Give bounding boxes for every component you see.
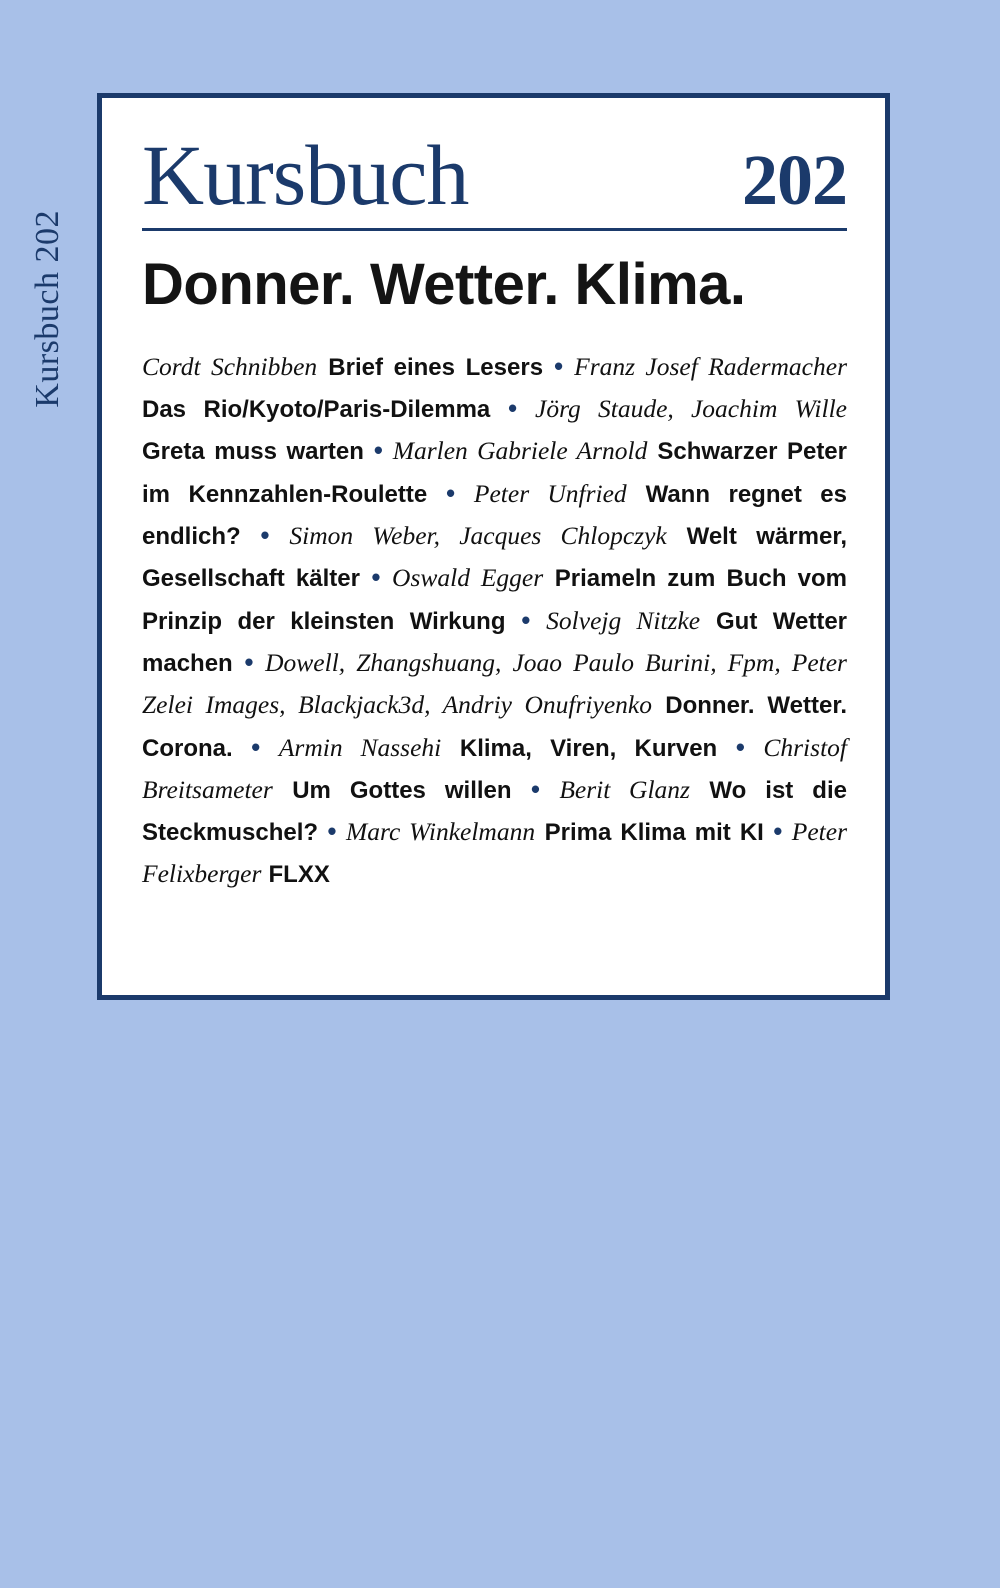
masthead-divider bbox=[142, 228, 847, 231]
contributor-author: Oswald Egger bbox=[392, 563, 544, 593]
contributor-separator: • bbox=[543, 352, 575, 381]
contributor-work: FLXX bbox=[268, 861, 330, 889]
contributor-author: Marlen Gabriele Arnold bbox=[392, 436, 648, 466]
contributor-separator: • bbox=[490, 395, 536, 424]
contributor-separator: • bbox=[511, 775, 560, 804]
contributor-work: Wann regnet es endlich? bbox=[142, 480, 847, 551]
cover-title: Donner. Wetter. Klima. bbox=[142, 252, 746, 317]
contributor-work: Donner. Wetter. Corona. bbox=[142, 692, 848, 762]
contributor-author: Jörg Staude, Joachim Wille bbox=[535, 394, 847, 424]
contributor-separator: • bbox=[363, 437, 393, 466]
contributor-work: Wo ist die Steckmuschel? bbox=[142, 776, 847, 847]
contributor-work: Welt wärmer, Gesellschaft kälter bbox=[142, 523, 848, 593]
magazine-title: Kursbuch bbox=[142, 127, 469, 223]
contributor-separator: • bbox=[240, 522, 290, 551]
issue-number: 202 bbox=[742, 140, 847, 220]
contributor-separator: • bbox=[232, 648, 266, 677]
contributor-author: Armin Nassehi bbox=[278, 732, 442, 762]
contributor-author: Berit Glanz bbox=[559, 774, 690, 804]
contributor-separator: • bbox=[232, 733, 279, 762]
contributor-work: Priameln zum Buch vom Prinzip der kleinsten Wirkung bbox=[142, 565, 847, 635]
contributor-author: Peter Unfried bbox=[473, 478, 627, 508]
contributor-author: Franz Josef Radermacher bbox=[574, 351, 847, 381]
contributor-separator: • bbox=[763, 818, 792, 847]
contributor-work: Um Gottes willen bbox=[292, 776, 512, 804]
cover-inner bbox=[142, 127, 848, 896]
contributor-separator: • bbox=[427, 479, 474, 508]
contributor-work: Gut Wetter machen bbox=[142, 607, 848, 677]
contributor-author: Marc Winkelmann bbox=[345, 817, 536, 847]
spine-title: Kursbuch 202 bbox=[29, 210, 66, 408]
contributor-separator: • bbox=[717, 733, 764, 762]
contributor-work: Prima Klima mit KI bbox=[544, 819, 764, 847]
contributors-list bbox=[142, 346, 847, 896]
contributor-author: Christof Breitsameter bbox=[142, 732, 847, 804]
contributor-separator: • bbox=[318, 818, 346, 847]
masthead bbox=[142, 127, 847, 223]
contributor-work: Brief eines Lesers bbox=[328, 353, 544, 381]
contributor-work: Greta muss warten bbox=[142, 438, 364, 466]
book-spine bbox=[0, 90, 96, 1000]
contributor-work: Schwarzer Peter im Kennzahlen-Roulette bbox=[142, 438, 847, 508]
contributor-author: Cordt Schnibben bbox=[142, 351, 318, 381]
contributor-separator: • bbox=[359, 564, 393, 593]
contributor-author: Dowell, Zhangshuang, Joao Paulo Burini, Fpm, Peter Zelei Images, Blackjack3d, Andriy Onufriyenko bbox=[142, 647, 847, 720]
contributor-author: Simon Weber, Jacques Chlopczyk bbox=[289, 521, 667, 551]
contributor-work: Klima, Viren, Kurven bbox=[459, 734, 718, 762]
contributor-author: Solvejg Nitzke bbox=[546, 605, 701, 635]
contributor-author: Peter Felixberger bbox=[142, 817, 847, 889]
contributor-separator: • bbox=[505, 606, 547, 635]
contributor-work: Das Rio/Kyoto/Paris-Dilemma bbox=[142, 396, 491, 424]
cover-panel bbox=[97, 93, 890, 1000]
